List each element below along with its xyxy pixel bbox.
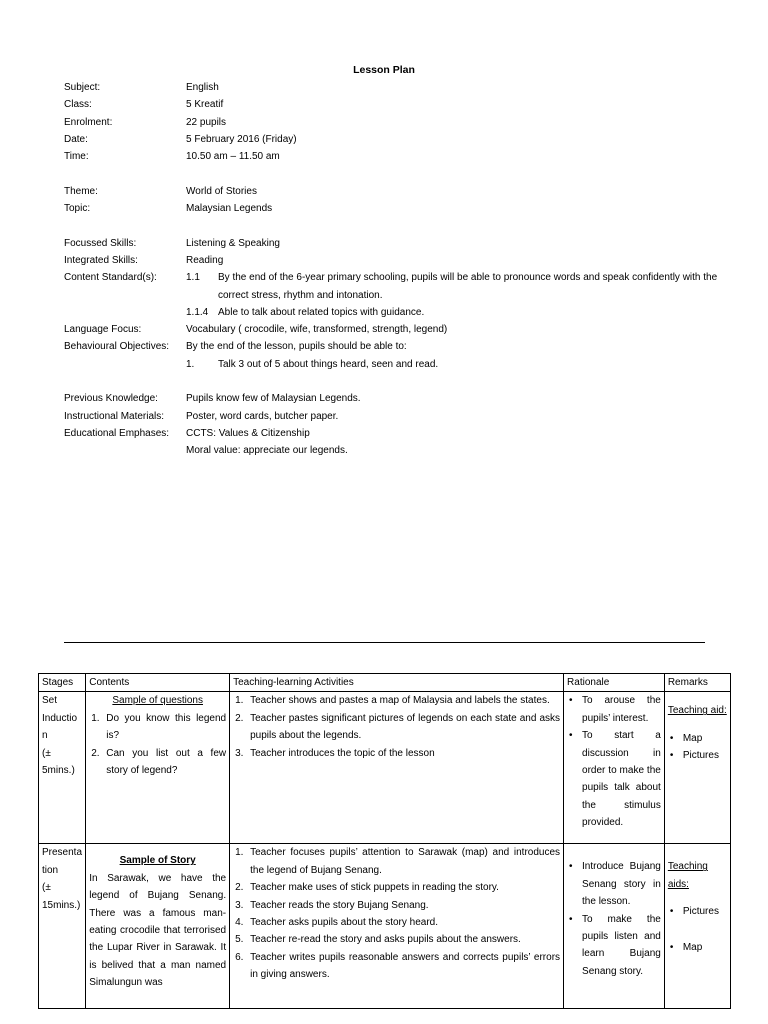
info-class bbox=[64, 96, 734, 113]
info-focussed bbox=[64, 235, 734, 252]
info-value: 5 Kreatif bbox=[186, 99, 224, 111]
list-item: • Introduce Bujang Senang story in the lesson. bbox=[567, 858, 661, 910]
list-item: 1. Teacher shows and pastes a map of Malaysia and labels the states. bbox=[235, 695, 550, 707]
info-value: English bbox=[186, 82, 219, 93]
info-label: Language Focus: bbox=[64, 324, 142, 336]
list-item: 3. Teacher reads the story Bujang Senang. bbox=[235, 899, 429, 911]
objective-number: 1. bbox=[186, 358, 195, 370]
standard-text: Able to talk about related topics with guidance. bbox=[218, 306, 425, 318]
info-label: Educational Emphases: bbox=[64, 427, 170, 439]
rationale-cell bbox=[564, 844, 665, 1009]
story-text: In Sarawak, we have the legend of Bujang Senang. There was a famous man-eating crocodile that terrorised the Lupar River in Sarawak. It is belived that a man named Simalungun was bbox=[89, 872, 227, 989]
standard-text-cont: correct stress, rhythm and intonation. bbox=[218, 289, 383, 301]
info-value: Poster, word cards, butcher paper. bbox=[186, 410, 339, 422]
remarks-title: Teaching aids: bbox=[667, 861, 708, 890]
info-value: 5 February 2016 (Friday) bbox=[186, 133, 297, 145]
info-emphases bbox=[64, 425, 734, 442]
list-item: • Map bbox=[668, 730, 727, 747]
info-label: Enrolment: bbox=[64, 116, 113, 128]
horizontal-divider bbox=[64, 642, 705, 643]
info-value: World of Stories bbox=[186, 185, 257, 197]
info-value: Reading bbox=[186, 254, 224, 266]
list-item: • Pictures bbox=[668, 747, 727, 764]
info-label: Instructional Materials: bbox=[64, 410, 165, 422]
stage-cell: Presenta tion (± 15mins.) bbox=[39, 844, 86, 1009]
info-topic bbox=[64, 200, 734, 217]
info-label: Content Standard(s): bbox=[64, 272, 157, 284]
table-row bbox=[39, 692, 731, 844]
remarks-cell bbox=[664, 692, 730, 844]
list-item: 3. Teacher introduces the topic of the lesson bbox=[235, 747, 435, 759]
info-value: Pupils know few of Malaysian Legends. bbox=[186, 393, 361, 405]
info-value: 22 pupils bbox=[186, 116, 227, 128]
contents-title: Sample of Story bbox=[119, 855, 196, 867]
activities-cell bbox=[230, 844, 564, 1009]
info-label: Topic: bbox=[64, 203, 91, 215]
info-value: Listening & Speaking bbox=[186, 237, 280, 249]
info-behavioural bbox=[64, 338, 734, 355]
list-item: 2. Teacher pastes significant pictures of legends on each state and asks pupils about the legends. bbox=[235, 712, 561, 742]
info-materials bbox=[64, 408, 734, 425]
list-item: 6. Teacher writes pupils reasonable answers and corrects pupils’ errors in giving answers. bbox=[235, 951, 561, 981]
info-enrolment bbox=[64, 114, 734, 131]
info-value: Malaysian Legends bbox=[186, 203, 273, 215]
objective-text: Talk 3 out of 5 about things heard, seen and read. bbox=[218, 358, 439, 370]
list-item: 1. Do you know this legend is? bbox=[91, 712, 227, 742]
info-subject bbox=[64, 79, 734, 96]
info-label: Previous Knowledge: bbox=[64, 393, 158, 405]
list-item: • Map bbox=[668, 939, 727, 956]
lesson-table bbox=[38, 673, 731, 1009]
contents-cell bbox=[86, 692, 230, 844]
list-item: 1. Teacher focuses pupils’ attention to Sarawak (map) and introduces the legend of Bujang Senang. bbox=[235, 847, 561, 876]
stage-cell: Set Inductio n (± 5mins.) bbox=[39, 692, 86, 844]
standard-number: 1.1 bbox=[186, 272, 200, 284]
lesson-info bbox=[64, 79, 734, 460]
table-header-row bbox=[39, 674, 731, 692]
list-item: 4. Teacher asks pupils about the story heard. bbox=[235, 917, 438, 929]
info-label: Date: bbox=[64, 133, 88, 145]
info-label: Class: bbox=[64, 99, 92, 111]
info-time bbox=[64, 148, 734, 165]
info-previous bbox=[64, 390, 734, 407]
info-content-standard bbox=[64, 269, 734, 286]
info-date bbox=[64, 131, 734, 148]
header-stages: Stages bbox=[39, 674, 86, 692]
info-label: Time: bbox=[64, 151, 89, 163]
header-activities: Teaching-learning Activities bbox=[230, 674, 564, 692]
page-title: Lesson Plan bbox=[353, 64, 415, 76]
header-remarks: Remarks bbox=[664, 674, 730, 692]
list-item: 2. Teacher make uses of stick puppets in reading the story. bbox=[235, 882, 499, 894]
header-rationale: Rationale bbox=[564, 674, 665, 692]
info-value: Moral value: appreciate our legends. bbox=[186, 445, 348, 457]
info-label: Behavioural Objectives: bbox=[64, 341, 170, 353]
contents-cell bbox=[86, 844, 230, 1009]
list-item: • To start a discussion in order to make the pupils talk about the stimulus provided. bbox=[567, 727, 661, 831]
activities-cell bbox=[230, 692, 564, 844]
info-language-focus bbox=[64, 321, 734, 338]
rationale-cell bbox=[564, 692, 665, 844]
list-item: • Pictures bbox=[668, 903, 727, 920]
remarks-title: Teaching aid: bbox=[667, 705, 727, 717]
list-item: 2. Can you list out a few story of legend? bbox=[91, 747, 227, 777]
info-label: Focussed Skills: bbox=[64, 237, 137, 249]
info-value: CCTS: Values & Citizenship bbox=[186, 427, 310, 439]
standard-number: 1.1.4 bbox=[186, 306, 209, 318]
info-label: Subject: bbox=[64, 82, 101, 93]
list-item: 5. Teacher re-read the story and asks pupils about the answers. bbox=[235, 934, 521, 946]
info-value: Vocabulary ( crocodile, wife, transformed, strength, legend) bbox=[186, 324, 448, 336]
info-value: 10.50 am – 11.50 am bbox=[186, 151, 280, 163]
info-theme bbox=[64, 183, 734, 200]
list-item: • To make the pupils listen and learn Bujang Senang story. bbox=[567, 911, 661, 981]
info-integrated bbox=[64, 252, 734, 269]
list-item: • To arouse the pupils’ interest. bbox=[567, 692, 661, 727]
remarks-cell bbox=[664, 844, 730, 1009]
info-label: Theme: bbox=[64, 185, 98, 197]
info-label: Integrated Skills: bbox=[64, 254, 138, 266]
standard-text: By the end of the 6-year primary schooling, pupils will be able to pronounce words and speak confidently with the bbox=[218, 272, 718, 284]
contents-title: Sample of questions bbox=[112, 695, 203, 707]
info-value: By the end of the lesson, pupils should be able to: bbox=[186, 341, 407, 353]
table-row bbox=[39, 844, 731, 1009]
header-contents: Contents bbox=[86, 674, 230, 692]
